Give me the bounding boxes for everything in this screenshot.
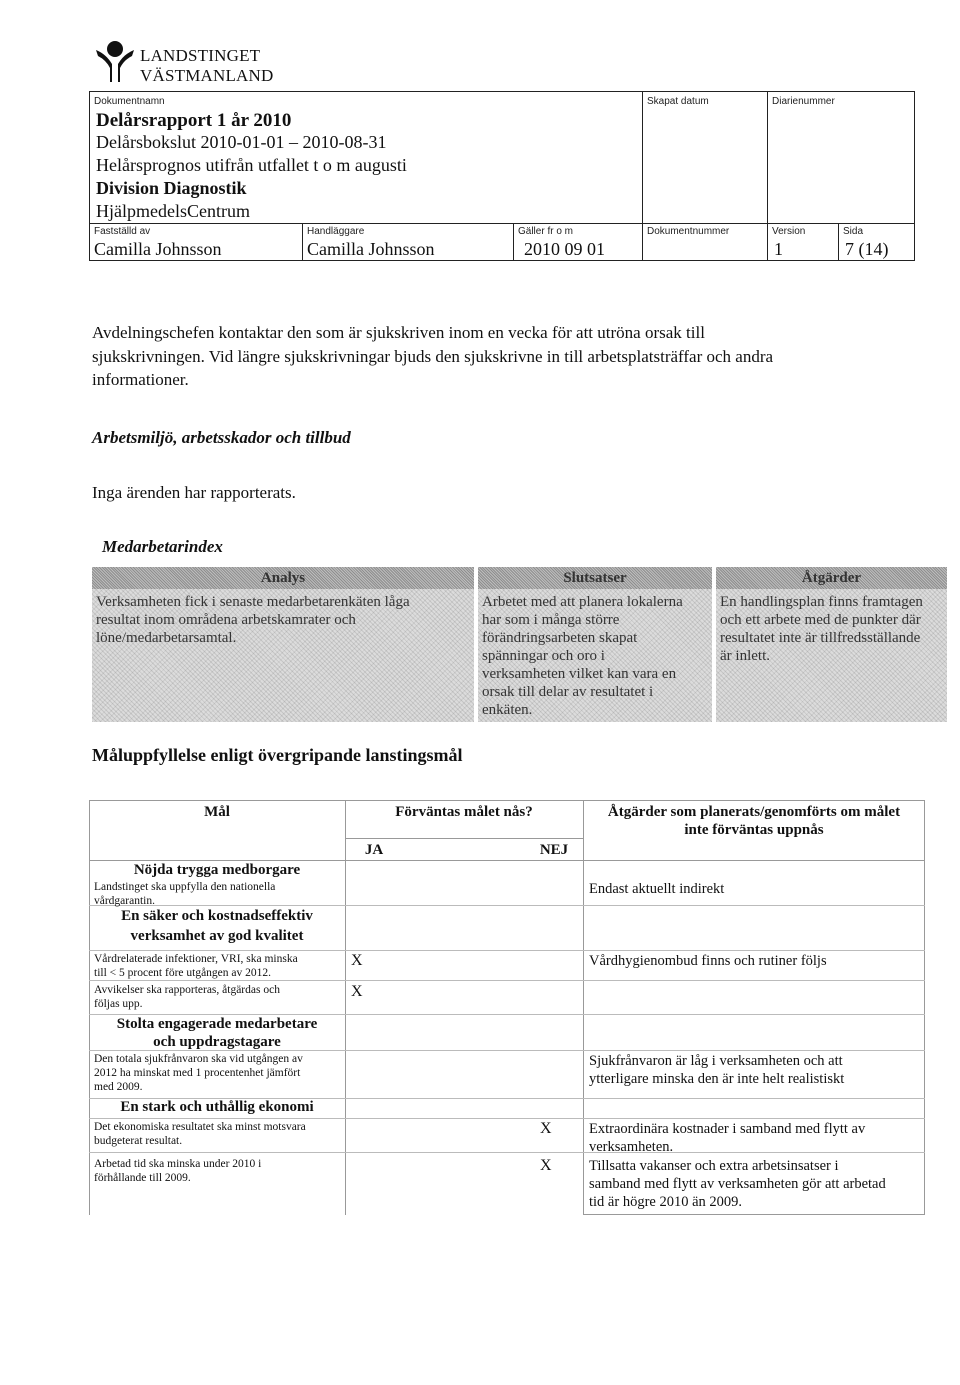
skapat-datum-label: Skapat datum [647,96,709,107]
action-text-line: ytterligare minska den är inte helt realistiskt [589,1071,845,1087]
handlaggare-value: Camilla Johnsson [307,239,435,259]
goal-text-line: Arbetad tid ska minska under 2010 i [94,1158,262,1170]
goal-group-title: En säker och kostnadseffektiv [121,908,313,924]
version-label: Version [772,226,806,237]
analys-header: Analys [92,567,474,589]
goal-text [94,880,275,908]
slutsatser-line: förändringsarbeten skapat [482,630,638,646]
header-line-2: Delårsbokslut 2010-01-01 – 2010-08-31 [96,132,387,152]
goal-group-title: Nöjda trygga medborgare [133,862,301,878]
organization-name-line1: LANDSTINGET [140,46,261,65]
col-header-atgarder-1: Åtgärder som planerats/genomförts om målet [607,804,901,820]
atgarder-column [716,567,947,722]
analys-line: Verksamheten fick i senaste medarbetarenkäten låga [96,594,410,610]
galler-fr-o-m-label: Gäller fr o m [518,226,574,237]
faststalld-av-value: Camilla Johnsson [94,239,222,259]
dokumentnummer-label: Dokumentnummer [647,226,730,237]
goal-text [94,952,298,980]
action-text: Endast aktuellt indirekt [589,881,725,897]
ja-mark: X [351,983,363,1000]
col-header-forvantas: Förväntas målet nås? [395,804,533,820]
action-text-line: Tillsatta vakanser och extra arbetsinsatser i [589,1158,839,1174]
action-text-line: verksamheten. [589,1139,674,1155]
slutsatser-header: Slutsatser [478,567,712,589]
goal-text-line: Avvikelser ska rapporteras, åtgärdas och [94,984,280,996]
col-header-nej: NEJ [539,842,569,858]
slutsatser-line: har som i många större [482,612,620,628]
slutsatser-line: spänningar och oro i [482,648,605,664]
sida-label: Sida [843,226,864,237]
goal-text-line: 2012 ha minskat med 1 procentenhet jämfört [94,1067,301,1079]
goal-text-line: förhållande till 2009. [94,1172,191,1184]
goal-text-line: budgeterat resultat. [94,1135,183,1147]
galler-fr-o-m-value: 2010 09 01 [524,239,605,259]
goal-group-title: verksamhet av god kvalitet [130,928,304,944]
goal-group-title: Stolta engagerade medarbetare [116,1016,318,1032]
atgarder-line: är inlett. [720,648,770,664]
goal-text [94,983,280,1011]
sida-value: 7 (14) [845,239,889,259]
action-text [589,1120,865,1156]
nej-mark: X [540,1120,552,1137]
goal-text-line: Det ekonomiska resultatet ska minst motsvara [94,1121,306,1133]
header-line-3: Helårsprognos utifrån utfallet t o m augusti [96,155,407,175]
slutsatser-line: verksamheten vilket kan vara en [482,666,677,682]
action-text-line: tid är högre 2010 än 2009. [589,1194,743,1210]
handlaggare-label: Handläggare [307,226,365,237]
analys-text [96,593,470,647]
goal-text [94,1052,303,1094]
maluppfyllelse-table [89,800,925,1215]
goal-group-title: och uppdragstagare [153,1034,281,1050]
action-text-line: samband med flytt av verksamheten gör att arbetad [589,1176,886,1192]
version-value: 1 [774,239,783,259]
header-line-5: HjälpmedelsCentrum [96,201,250,221]
organization-name-line2: VÄSTMANLAND [140,66,274,85]
goal-group-title: En stark och uthållig ekonomi [120,1099,314,1115]
action-text: Vårdhygienombud finns och rutiner följs [589,953,827,969]
action-text-line: Extraordinära kostnader i samband med flytt av [589,1121,866,1137]
goal-text [94,1157,261,1185]
dokumentnamn-label: Dokumentnamn [94,96,165,107]
paragraph-2: Inga ärenden har rapporterats. [92,483,296,502]
slutsatser-line: orsak till delar av resultatet i [482,684,654,700]
goal-text-line: Vårdrelaterade infektioner, VRI, ska minska [94,953,298,965]
ja-mark: X [351,952,363,969]
col-header-atgarder-2: inte förväntas uppnås [684,822,824,838]
slutsatser-line: Arbetet med att planera lokalerna [482,594,683,610]
analys-line: resultat inom områdena arbetskamrater och [96,612,356,628]
atgarder-header: Åtgärder [716,567,947,589]
goal-text-line: med 2009. [94,1081,143,1093]
col-header-mal: Mål [204,804,230,820]
atgarder-line: resultatet inte är tillfredsställande [720,630,921,646]
analys-line: löne/medarbetarsamtal. [96,630,237,646]
goal-text-line: Den totala sjukfrånvaron ska vid utgången av [94,1053,303,1065]
section-heading-arbetsmiljo: Arbetsmiljö, arbetsskador och tillbud [92,428,351,447]
nej-mark: X [540,1157,552,1174]
paragraph-1-line-1: Avdelningschefen kontaktar den som är sjukskriven inom en vecka för att utröna orsak till [92,323,705,342]
paragraph-1-line-2: sjukskrivningen. Vid längre sjukskrivningar bjuds den sjukskrivne in till arbetsplatsträffar och andra [92,347,774,366]
goal-text-line: vårdgarantin. [94,895,155,907]
goal-text-line: Landstinget ska uppfylla den nationella [94,881,276,893]
atgarder-line: och ett arbete med de punkter där [720,612,921,628]
landstinget-logo-icon [92,40,138,84]
maluppfyllelse-heading: Måluppfyllelse enligt övergripande lanstingsmål [92,745,463,765]
slutsatser-line: enkäten. [482,702,533,718]
atgarder-text [720,593,943,665]
paragraph-1-line-3: informationer. [92,370,189,389]
goal-text-line: till < 5 procent före utgången av 2012. [94,967,272,979]
action-text-line: Sjukfrånvaron är låg i verksamheten och att [589,1053,843,1069]
action-text [589,1052,844,1088]
faststalld-av-label: Fastställd av [94,226,151,237]
slutsatser-column [478,567,712,722]
action-text [589,1157,886,1211]
diarienummer-label: Diarienummer [772,96,835,107]
document-title: Delårsrapport 1 år 2010 [96,110,292,131]
atgarder-line: En handlingsplan finns framtagen [720,594,923,610]
goal-text-line: följas upp. [94,998,143,1010]
goal-text [94,1120,306,1148]
col-header-ja: JA [364,842,384,858]
header-line-4: Division Diagnostik [96,178,247,198]
section-heading-medarbetarindex: Medarbetarindex [102,537,223,556]
analys-column [92,567,474,722]
medarbetarindex-table [92,567,947,722]
slutsatser-text [482,593,708,719]
